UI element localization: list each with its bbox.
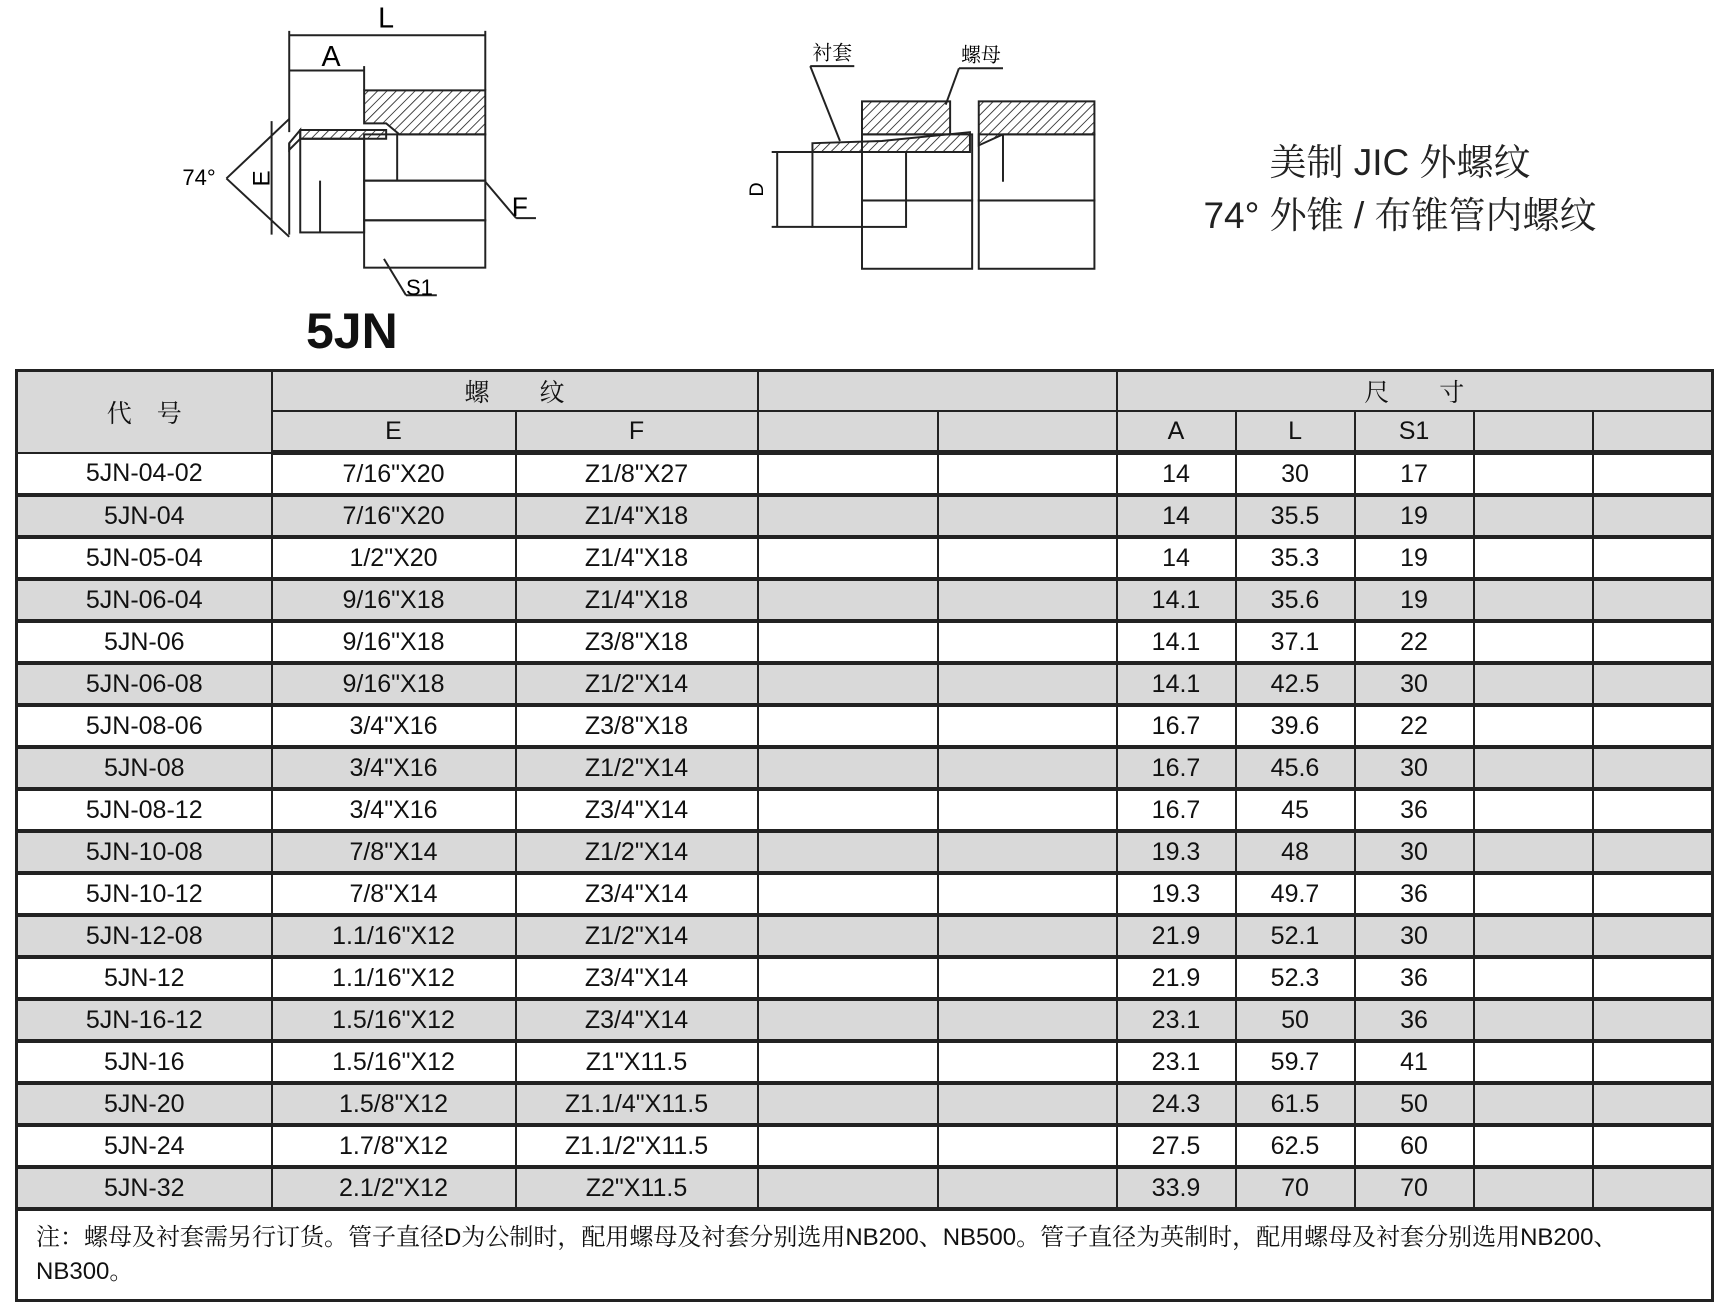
label-E: E <box>248 170 276 187</box>
cell-code: 5JN-08-12 <box>17 789 272 831</box>
cell-code: 5JN-06 <box>17 621 272 663</box>
cell-thread-E: 9/16"X18 <box>272 663 516 705</box>
cell-blank <box>758 915 938 957</box>
cell-blank <box>1474 621 1593 663</box>
cell-dim-S1: 30 <box>1355 831 1474 873</box>
header-dimensions: 尺 寸 <box>1117 371 1713 412</box>
cell-dim-L: 62.5 <box>1236 1125 1355 1167</box>
label-F: F <box>511 191 528 222</box>
cell-dim-S1: 36 <box>1355 789 1474 831</box>
cell-dim-L: 50 <box>1236 999 1355 1041</box>
cell-blank <box>1474 1083 1593 1125</box>
cell-blank <box>1593 453 1713 496</box>
cell-blank <box>1474 1041 1593 1083</box>
cell-dim-S1: 30 <box>1355 663 1474 705</box>
cell-dim-A: 14.1 <box>1117 663 1236 705</box>
cell-blank <box>758 1167 938 1209</box>
cell-thread-F: Z1/2"X14 <box>516 663 758 705</box>
cell-blank <box>938 747 1117 789</box>
cell-dim-S1: 50 <box>1355 1083 1474 1125</box>
table-row <box>17 537 1713 579</box>
label-nut: 螺母 <box>961 44 1001 67</box>
cell-blank <box>758 999 938 1041</box>
cell-blank <box>758 1041 938 1083</box>
cell-code: 5JN-04-02 <box>17 453 272 496</box>
cell-dim-S1: 60 <box>1355 1125 1474 1167</box>
note-text: 注：螺母及衬套需另行订货。管子直径D为公制时，配用螺母及衬套分别选用NB200、NB500。管子直径为英制时，配用螺母及衬套分别选用NB200、NB300。 <box>17 1209 1713 1301</box>
label-L: L <box>378 2 395 35</box>
cell-blank <box>758 873 938 915</box>
cell-code: 5JN-12 <box>17 957 272 999</box>
cell-dim-L: 45 <box>1236 789 1355 831</box>
table-row <box>17 705 1713 747</box>
spec-table <box>15 369 1714 1302</box>
cell-blank <box>1593 1125 1713 1167</box>
table-row <box>17 453 1713 496</box>
cell-thread-F: Z1/4"X18 <box>516 579 758 621</box>
cell-thread-E: 3/4"X16 <box>272 747 516 789</box>
cell-dim-A: 24.3 <box>1117 1083 1236 1125</box>
cell-dim-A: 23.1 <box>1117 1041 1236 1083</box>
cell-dim-L: 45.6 <box>1236 747 1355 789</box>
cell-thread-F: Z1/2"X14 <box>516 915 758 957</box>
cell-blank <box>758 789 938 831</box>
header-S1: S1 <box>1355 411 1474 453</box>
header-blank <box>758 411 938 453</box>
cell-blank <box>938 1041 1117 1083</box>
cell-dim-A: 14 <box>1117 537 1236 579</box>
cell-blank <box>1474 789 1593 831</box>
cell-dim-S1: 30 <box>1355 747 1474 789</box>
cell-dim-A: 16.7 <box>1117 705 1236 747</box>
header-A: A <box>1117 411 1236 453</box>
cell-dim-S1: 19 <box>1355 579 1474 621</box>
cell-blank <box>1593 999 1713 1041</box>
cell-blank <box>938 1125 1117 1167</box>
cell-dim-A: 16.7 <box>1117 747 1236 789</box>
table-row <box>17 1167 1713 1209</box>
cell-thread-E: 2.1/2"X12 <box>272 1167 516 1209</box>
cell-blank <box>758 537 938 579</box>
label-D: D <box>745 182 768 197</box>
cell-thread-F: Z1.1/2"X11.5 <box>516 1125 758 1167</box>
cell-dim-S1: 19 <box>1355 537 1474 579</box>
cell-blank <box>1474 705 1593 747</box>
cell-code: 5JN-08-06 <box>17 705 272 747</box>
cell-thread-F: Z1/8"X27 <box>516 453 758 496</box>
cell-blank <box>758 453 938 496</box>
fitting-side-view <box>226 31 536 295</box>
cell-thread-E: 9/16"X18 <box>272 621 516 663</box>
table-row <box>17 621 1713 663</box>
cell-dim-A: 21.9 <box>1117 957 1236 999</box>
cell-blank <box>1474 999 1593 1041</box>
cell-dim-A: 33.9 <box>1117 1167 1236 1209</box>
cell-dim-L: 61.5 <box>1236 1083 1355 1125</box>
cell-blank <box>938 957 1117 999</box>
cell-blank <box>1593 579 1713 621</box>
table-row <box>17 579 1713 621</box>
cell-blank <box>938 1083 1117 1125</box>
cell-dim-S1: 36 <box>1355 999 1474 1041</box>
cell-thread-E: 1.5/16"X12 <box>272 1041 516 1083</box>
cell-dim-L: 70 <box>1236 1167 1355 1209</box>
cell-blank <box>1474 831 1593 873</box>
cell-blank <box>938 705 1117 747</box>
cell-thread-E: 7/16"X20 <box>272 453 516 496</box>
label-sleeve: 衬套 <box>812 42 853 65</box>
cell-blank <box>1474 453 1593 496</box>
cell-dim-S1: 36 <box>1355 873 1474 915</box>
header-blank <box>938 411 1117 453</box>
cell-blank <box>938 663 1117 705</box>
cell-dim-S1: 41 <box>1355 1041 1474 1083</box>
cell-dim-A: 14 <box>1117 453 1236 496</box>
cell-thread-F: Z1/2"X14 <box>516 831 758 873</box>
cell-blank <box>1593 663 1713 705</box>
cell-code: 5JN-08 <box>17 747 272 789</box>
cell-thread-F: Z3/4"X14 <box>516 873 758 915</box>
cell-blank <box>758 957 938 999</box>
label-A: A <box>321 41 341 74</box>
cell-dim-A: 27.5 <box>1117 1125 1236 1167</box>
cell-blank <box>1593 1167 1713 1209</box>
cell-code: 5JN-20 <box>17 1083 272 1125</box>
assembly-section-view <box>772 66 1095 269</box>
table-row <box>17 747 1713 789</box>
cell-blank <box>938 915 1117 957</box>
cell-blank <box>1474 957 1593 999</box>
cell-thread-E: 1.1/16"X12 <box>272 915 516 957</box>
table-row <box>17 957 1713 999</box>
cell-blank <box>758 621 938 663</box>
header-E: E <box>272 411 516 453</box>
header-code: 代 号 <box>17 371 272 453</box>
cell-thread-E: 1.5/8"X12 <box>272 1083 516 1125</box>
table-row <box>17 663 1713 705</box>
cell-dim-S1: 17 <box>1355 453 1474 496</box>
cell-blank <box>938 999 1117 1041</box>
cell-dim-L: 48 <box>1236 831 1355 873</box>
cell-thread-F: Z3/4"X14 <box>516 957 758 999</box>
cell-blank <box>1593 705 1713 747</box>
cell-thread-E: 1.1/16"X12 <box>272 957 516 999</box>
header-F: F <box>516 411 758 453</box>
cell-blank <box>938 1167 1117 1209</box>
cell-dim-L: 49.7 <box>1236 873 1355 915</box>
label-angle: 74° <box>182 165 216 191</box>
cell-blank <box>1474 915 1593 957</box>
cell-thread-E: 7/8"X14 <box>272 873 516 915</box>
cell-blank <box>1474 747 1593 789</box>
cell-code: 5JN-04 <box>17 495 272 537</box>
cell-blank <box>938 537 1117 579</box>
cell-thread-E: 3/4"X16 <box>272 705 516 747</box>
table-row <box>17 915 1713 957</box>
cell-blank <box>1474 873 1593 915</box>
cell-blank <box>758 705 938 747</box>
cell-blank <box>1474 537 1593 579</box>
cell-dim-A: 23.1 <box>1117 999 1236 1041</box>
cell-dim-L: 39.6 <box>1236 705 1355 747</box>
cell-dim-A: 19.3 <box>1117 831 1236 873</box>
cell-blank <box>938 873 1117 915</box>
cell-dim-L: 37.1 <box>1236 621 1355 663</box>
cell-dim-L: 59.7 <box>1236 1041 1355 1083</box>
cell-code: 5JN-06-04 <box>17 579 272 621</box>
cell-thread-F: Z1.1/4"X11.5 <box>516 1083 758 1125</box>
cell-code: 5JN-12-08 <box>17 915 272 957</box>
cell-blank <box>758 663 938 705</box>
cell-blank <box>1593 873 1713 915</box>
table-row <box>17 873 1713 915</box>
table-row <box>17 789 1713 831</box>
cell-blank <box>1474 495 1593 537</box>
cell-dim-L: 35.6 <box>1236 579 1355 621</box>
cell-blank <box>938 579 1117 621</box>
table-row <box>17 1083 1713 1125</box>
cell-blank <box>1593 495 1713 537</box>
cell-code: 5JN-16-12 <box>17 999 272 1041</box>
table-row <box>17 1041 1713 1083</box>
cell-code: 5JN-06-08 <box>17 663 272 705</box>
cell-dim-L: 30 <box>1236 453 1355 496</box>
cell-thread-F: Z3/4"X14 <box>516 999 758 1041</box>
cell-thread-E: 7/8"X14 <box>272 831 516 873</box>
cell-dim-A: 14.1 <box>1117 621 1236 663</box>
cell-thread-F: Z3/4"X14 <box>516 789 758 831</box>
cell-code: 5JN-05-04 <box>17 537 272 579</box>
header-empty <box>758 371 1117 412</box>
cell-blank <box>1593 789 1713 831</box>
cell-dim-S1: 19 <box>1355 495 1474 537</box>
cell-dim-A: 19.3 <box>1117 873 1236 915</box>
cell-thread-E: 9/16"X18 <box>272 579 516 621</box>
cell-thread-E: 1/2"X20 <box>272 537 516 579</box>
cell-thread-E: 7/16"X20 <box>272 495 516 537</box>
header-blank <box>1474 411 1593 453</box>
cell-blank <box>758 579 938 621</box>
model-code: 5JN <box>306 303 398 359</box>
cell-dim-L: 35.3 <box>1236 537 1355 579</box>
cell-blank <box>1593 747 1713 789</box>
header-L: L <box>1236 411 1355 453</box>
cell-blank <box>938 495 1117 537</box>
cell-thread-F: Z1/4"X18 <box>516 537 758 579</box>
cell-dim-S1: 22 <box>1355 621 1474 663</box>
cell-dim-A: 16.7 <box>1117 789 1236 831</box>
table-row <box>17 831 1713 873</box>
cell-blank <box>938 831 1117 873</box>
cell-blank <box>758 1083 938 1125</box>
cell-dim-L: 52.1 <box>1236 915 1355 957</box>
table-row <box>17 999 1713 1041</box>
cell-blank <box>1593 915 1713 957</box>
cell-blank <box>758 1125 938 1167</box>
cell-thread-F: Z1/4"X18 <box>516 495 758 537</box>
cell-dim-S1: 30 <box>1355 915 1474 957</box>
cell-dim-L: 35.5 <box>1236 495 1355 537</box>
cell-blank <box>1593 621 1713 663</box>
cell-dim-A: 14 <box>1117 495 1236 537</box>
cell-blank <box>758 747 938 789</box>
cell-blank <box>1474 663 1593 705</box>
cell-code: 5JN-16 <box>17 1041 272 1083</box>
cell-thread-F: Z1"X11.5 <box>516 1041 758 1083</box>
cell-thread-F: Z3/8"X18 <box>516 621 758 663</box>
cell-thread-E: 1.5/16"X12 <box>272 999 516 1041</box>
cell-blank <box>1593 1041 1713 1083</box>
cell-blank <box>1474 579 1593 621</box>
header-thread: 螺 纹 <box>272 371 758 412</box>
cell-thread-F: Z2"X11.5 <box>516 1167 758 1209</box>
table-row <box>17 1125 1713 1167</box>
cell-blank <box>1474 1125 1593 1167</box>
cell-thread-E: 1.7/8"X12 <box>272 1125 516 1167</box>
cell-dim-L: 42.5 <box>1236 663 1355 705</box>
title-line-1: 美制 JIC 外螺纹 <box>1269 142 1531 183</box>
cell-dim-L: 52.3 <box>1236 957 1355 999</box>
cell-dim-A: 14.1 <box>1117 579 1236 621</box>
cell-blank <box>758 831 938 873</box>
cell-thread-F: Z1/2"X14 <box>516 747 758 789</box>
cell-blank <box>1593 957 1713 999</box>
cell-code: 5JN-32 <box>17 1167 272 1209</box>
cell-blank <box>1593 831 1713 873</box>
title-line-2: 74° 外锥 / 布锥管内螺纹 <box>1203 195 1597 236</box>
cell-dim-S1: 36 <box>1355 957 1474 999</box>
cell-blank <box>938 453 1117 496</box>
cell-dim-S1: 22 <box>1355 705 1474 747</box>
cell-blank <box>758 495 938 537</box>
cell-blank <box>1474 1167 1593 1209</box>
cell-dim-A: 21.9 <box>1117 915 1236 957</box>
cell-thread-F: Z3/8"X18 <box>516 705 758 747</box>
cell-blank <box>1593 1083 1713 1125</box>
table-row <box>17 495 1713 537</box>
cell-code: 5JN-24 <box>17 1125 272 1167</box>
label-S1: S1 <box>405 275 433 301</box>
cell-thread-E: 3/4"X16 <box>272 789 516 831</box>
header-blank <box>1593 411 1713 453</box>
cell-blank <box>1593 537 1713 579</box>
cell-blank <box>938 789 1117 831</box>
cell-dim-S1: 70 <box>1355 1167 1474 1209</box>
cell-code: 5JN-10-12 <box>17 873 272 915</box>
cell-code: 5JN-10-08 <box>17 831 272 873</box>
cell-blank <box>938 621 1117 663</box>
